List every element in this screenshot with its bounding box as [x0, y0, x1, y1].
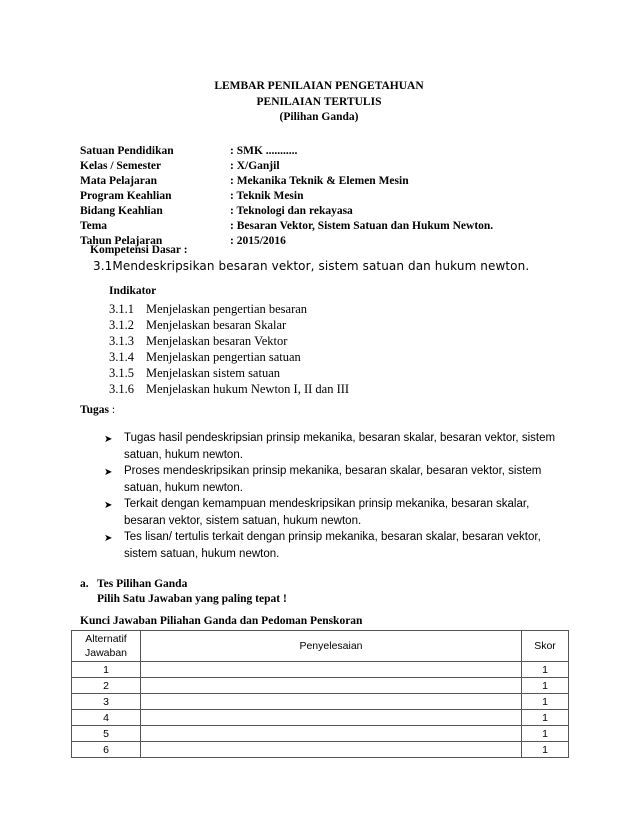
indikator-item: Menjelaskan besaran Vektor	[146, 334, 288, 348]
arrow-bullet-icon: ➤	[104, 533, 113, 544]
cell-no: 2	[72, 678, 141, 694]
cell-penyelesaian	[141, 726, 522, 742]
header-penyelesaian: Penyelesaian	[141, 631, 522, 662]
doc-subtitle: PENILAIAN TERTULIS	[256, 96, 382, 108]
tugas-item-line: Proses mendeskripsikan prinsip mekanika, besaran skalar, besaran vektor, sistem	[124, 465, 542, 477]
indikator-number: 3.1.3	[109, 334, 134, 348]
table-row	[72, 678, 569, 694]
table-header-row	[72, 631, 569, 662]
table-row	[72, 710, 569, 726]
kunci-title: Kunci Jawaban Piliahan Ganda dan Pedoman Penskoran	[80, 615, 363, 627]
cell-penyelesaian	[141, 678, 522, 694]
info-value: : Mekanika Teknik & Elemen Mesin	[230, 175, 409, 187]
indikator-item: Menjelaskan hukum Newton I, II dan III	[146, 382, 350, 396]
cell-no: 1	[72, 662, 141, 678]
info-label: Tema	[80, 220, 108, 232]
indikator-number: 3.1.6	[109, 382, 134, 396]
tugas-item-line: sistem satuan, hukum newton.	[124, 548, 280, 560]
tugas-heading	[80, 404, 115, 416]
tugas-item-line: Terkait dengan kemampuan mendeskripsikan prinsip mekanika, besaran skalar,	[124, 498, 530, 510]
indikator-item: Menjelaskan sistem satuan	[146, 366, 280, 380]
indikator-number: 3.1.4	[109, 350, 134, 364]
cell-skor: 1	[522, 726, 569, 742]
info-value: : SMK ...........	[230, 145, 298, 157]
table-row	[72, 726, 569, 742]
cell-skor: 1	[522, 742, 569, 758]
tugas-label: Tugas	[80, 404, 109, 416]
cell-penyelesaian	[141, 694, 522, 710]
info-value: : X/Ganjil	[230, 160, 280, 172]
indikator-item: Menjelaskan besaran Skalar	[146, 318, 287, 332]
kompetensi-label: Kompetensi Dasar :	[90, 244, 188, 256]
info-value: : 2015/2016	[230, 235, 286, 247]
info-value: : Teknik Mesin	[230, 190, 304, 202]
kunci-table	[71, 630, 569, 758]
header-alternatif-jawaban	[72, 631, 141, 662]
header-col1-line1: Alternatif	[85, 633, 127, 645]
indikator-number: 3.1.2	[109, 318, 134, 332]
header-col1-line2: Jawaban	[84, 647, 128, 659]
indikator-number: 3.1.5	[109, 366, 134, 380]
indikator-number: 3.1.1	[109, 302, 134, 316]
section-title: Tes Pilihan Ganda	[97, 578, 188, 590]
tugas-item-line: Tugas hasil pendeskripsian prinsip mekanika, besaran skalar, besaran vektor, sistem	[124, 432, 556, 444]
info-label: Mata Pelajaran	[80, 175, 157, 187]
cell-skor: 1	[522, 710, 569, 726]
cell-skor: 1	[522, 694, 569, 710]
section-instruction: Pilih Satu Jawaban yang paling tepat !	[97, 593, 287, 605]
info-label: Tahun Pelajaran	[80, 235, 163, 247]
tugas-item-line: satuan, hukum newton.	[124, 449, 243, 461]
tugas-colon: :	[109, 404, 116, 416]
kompetensi-text: 3.1Mendeskripsikan besaran vektor, sistem satuan dan hukum newton.	[93, 259, 530, 273]
arrow-bullet-icon: ➤	[104, 467, 113, 478]
tugas-item-line: satuan, hukum newton.	[124, 482, 243, 494]
info-label: Kelas / Semester	[80, 160, 162, 172]
cell-no: 3	[72, 694, 141, 710]
doc-title: LEMBAR PENILAIAN PENGETAHUAN	[214, 80, 424, 92]
table-row	[72, 694, 569, 710]
indikator-label: Indikator	[109, 285, 157, 297]
indikator-item: Menjelaskan pengertian besaran	[146, 302, 308, 316]
info-label: Bidang Keahlian	[80, 205, 163, 217]
tugas-item-line: Tes lisan/ tertulis terkait dengan prinsip mekanika, besaran skalar, besaran vektor,	[124, 531, 541, 543]
cell-no: 6	[72, 742, 141, 758]
cell-penyelesaian	[141, 662, 522, 678]
cell-penyelesaian	[141, 742, 522, 758]
indikator-item: Menjelaskan pengertian satuan	[146, 350, 301, 364]
cell-no: 4	[72, 710, 141, 726]
section-marker: a.	[80, 578, 89, 590]
arrow-bullet-icon: ➤	[104, 500, 113, 511]
doc-subtitle-type: (Pilihan Ganda)	[279, 111, 359, 123]
cell-skor: 1	[522, 678, 569, 694]
header-skor: Skor	[522, 631, 569, 662]
table-row	[72, 662, 569, 678]
info-value: : Teknologi dan rekayasa	[230, 205, 353, 217]
cell-no: 5	[72, 726, 141, 742]
info-label: Program Keahlian	[80, 190, 172, 202]
cell-penyelesaian	[141, 710, 522, 726]
info-label: Satuan Pendidikan	[80, 145, 174, 157]
info-value: : Besaran Vektor, Sistem Satuan dan Hukum Newton.	[230, 220, 494, 232]
tugas-item-line: besaran vektor, sistem satuan, hukum newton.	[124, 515, 362, 527]
arrow-bullet-icon: ➤	[104, 434, 113, 445]
table-row	[72, 742, 569, 758]
cell-skor: 1	[522, 662, 569, 678]
